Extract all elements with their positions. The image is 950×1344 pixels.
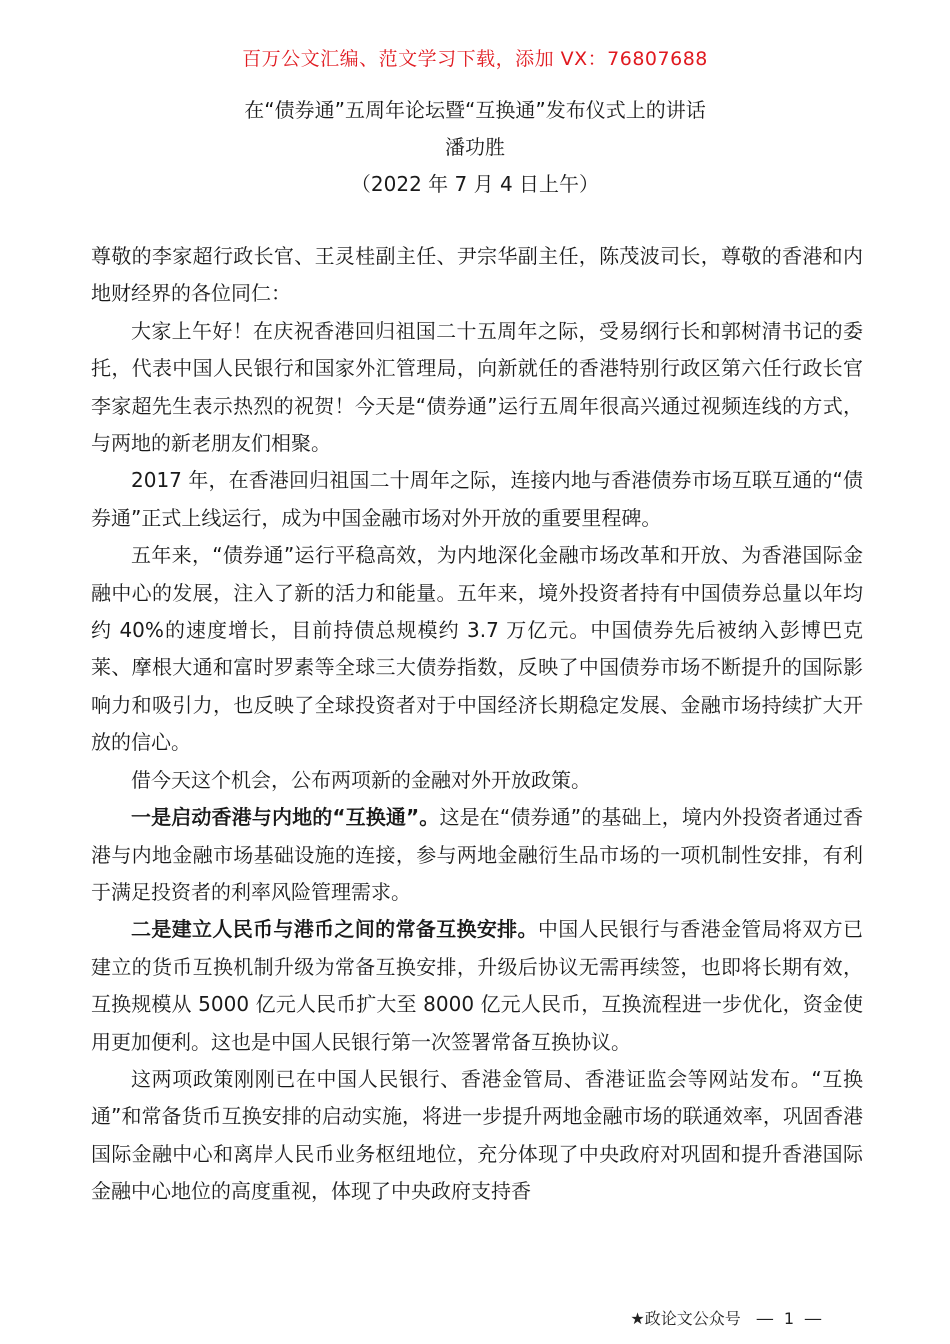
paragraph-swap-connect bbox=[91, 799, 863, 911]
page-footer bbox=[630, 1306, 832, 1329]
paragraph-currency-swap bbox=[91, 911, 863, 1061]
page-number-dash-right: — bbox=[804, 1308, 822, 1329]
salutation-paragraph: 尊敬的李家超行政长官、王灵桂副主任、尹宗华副主任，陈茂波司长，尊敬的香港和内地财经界的各位同仁： bbox=[91, 244, 863, 306]
paragraph-five-years: 五年来，“债券通”运行平稳高效，为内地深化金融市场改革和开放、为香港国际金融中心的发展，注入了新的活力和能量。五年来，境外投资者持有中国债券总量以年均约 40%的速度增长，目前持债总规模约 3.7 万亿元。中国债券先后被纳入彭博巴克莱、摩根大通和富时罗素等全球三大债券指数，反映了中国债券市场不断提升的国际影响力和吸引力，也反映了全球投资者对于中国经济长期稳定发展、金融市场持续扩大开放的信心。 bbox=[91, 543, 863, 755]
speech-date: （2022 年 7 月 4 日上午） bbox=[350, 172, 600, 196]
page-number-dash-left: — bbox=[755, 1308, 774, 1329]
speech-author: 潘功胜 bbox=[445, 135, 505, 159]
paragraph-greeting: 大家上午好！在庆祝香港回归祖国二十五周年之际，受易纲行长和郭树清书记的委托，代表中国人民银行和国家外汇管理局，向新就任的香港特别行政区第六任行政长官李家超先生表示热烈的祝贺！今天是“债券通”运行五周年很高兴通过视频连线的方式，与两地的新老朋友们相聚。 bbox=[91, 318, 863, 456]
policy-two-heading: 二是建立人民币与港币之间的常备互换安排。 bbox=[131, 917, 538, 942]
page-number: 1 bbox=[783, 1309, 794, 1328]
policy-one-heading: 一是启动香港与内地的“互换通”。 bbox=[131, 805, 440, 830]
paragraph-2017: 2017 年，在香港回归祖国二十周年之际，连接内地与香港债券市场互联互通的“债券通”正式上线运行，成为中国金融市场对外开放的重要里程碑。 bbox=[91, 468, 863, 530]
policy-one-text: 这是在“债券通”的基础上，境内外投资者通过香港与内地金融市场基础设施的连接，参与两地金融衍生品市场的一项机制性安排，有利于满足投资者的利率风险管理需求。 bbox=[91, 805, 863, 904]
header-banner: 百万公文汇编、范文学习下载，添加 VX：76807688 bbox=[242, 48, 708, 70]
paragraph-announcement: 借今天这个机会，公布两项新的金融对外开放政策。 bbox=[131, 767, 591, 792]
speech-title: 在“债券通”五周年论坛暨“互换通”发布仪式上的讲话 bbox=[244, 98, 706, 122]
speech-body bbox=[91, 238, 863, 1211]
footer-source: ★政论文公众号 bbox=[630, 1309, 741, 1328]
policy-two-text: 中国人民银行与香港金管局将双方已建立的货币互换机制升级为常备互换安排，升级后协议无需再续签，也即将长期有效，互换规模从 5000 亿元人民币扩大至 8000 亿元人民币，互换流程进一步优化，资金使用更加便利。这也是中国人民银行第一次签署常备互换协议。 bbox=[91, 917, 864, 1054]
paragraph-significance: 这两项政策刚刚已在中国人民银行、香港金管局、香港证监会等网站发布。“互换通”和常备货币互换安排的启动实施，将进一步提升两地金融市场的联通效率，巩固香港国际金融中心和离岸人民币业务枢纽地位，充分体现了中央政府对巩固和提升香港国际金融中心地位的高度重视，体现了中央政府支持香 bbox=[91, 1066, 863, 1204]
title-block bbox=[0, 92, 950, 203]
